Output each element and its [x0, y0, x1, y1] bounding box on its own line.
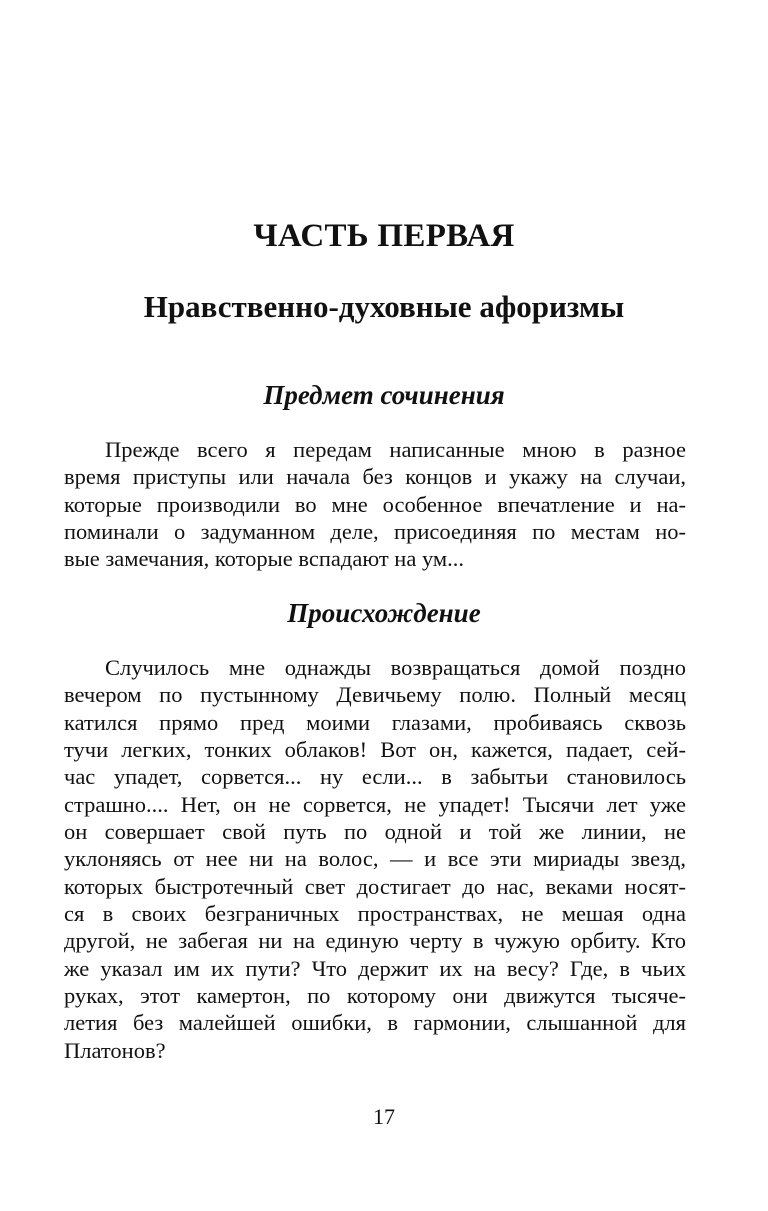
chapter-title: Нравственно-духовные афоризмы — [143, 289, 625, 324]
text-line: ся в своих безграничных пространствах, не мешая одна — [64, 901, 686, 927]
text-line: Случилось мне однажды возвращаться домой поздно — [105, 655, 686, 680]
text-line: которых быстротечный свет достигает до нас, веками носят- — [64, 873, 686, 899]
text-line: тучи легких, тонких облаков! Вот он, кажется, падает, сей- — [64, 737, 686, 763]
text-line: поминали о задуманном деле, присоединяя по местам но- — [64, 519, 686, 545]
text-line: другой, не забегая ни на единую черту в чужую орбиту. Кто — [64, 928, 686, 954]
part-title: ЧАСТЬ ПЕРВАЯ — [253, 218, 515, 254]
text-line: Прежде всего я передам написанные мною в разное — [105, 437, 686, 462]
text-line: руках, этот камертон, по которому они движутся тысяче- — [64, 983, 686, 1009]
text-line: вые замечания, которые вспадают на ум... — [64, 546, 465, 572]
text-line: час упадет, сорвется... ну если... в забытьи становилось — [64, 764, 686, 790]
text-line: катился прямо пред моими глазами, пробиваясь сквозь — [64, 709, 686, 735]
text-line: же указал им их пути? Что держит их на весу? Где, в чьих — [64, 955, 686, 981]
text-line: он совершает свой путь по одной и той же линии, не — [64, 819, 686, 845]
section-title: Предмет сочинения — [263, 380, 505, 410]
paragraph — [64, 654, 686, 1064]
text-line: летия без малейшей ошибки, в гармонии, слышанной для — [64, 1010, 686, 1036]
text-line: вечером по пустынному Девичьему полю. Полный месяц — [64, 682, 686, 708]
section-title: Происхождение — [287, 598, 481, 628]
text-line: которые производили во мне особенное впечатление и на- — [64, 491, 686, 517]
text-line: страшно.... Нет, он не сорвется, не упадет! Тысячи лет уже — [64, 791, 686, 817]
text-line: уклоняясь от нее ни на волос, — и все эти мириады звезд, — [64, 846, 686, 872]
paragraph — [64, 436, 686, 573]
text-line: Платонов? — [64, 1037, 166, 1063]
page-number: 17 — [373, 1104, 395, 1129]
text-line: время приступы или начала без концов и укажу на случаи, — [64, 464, 686, 490]
